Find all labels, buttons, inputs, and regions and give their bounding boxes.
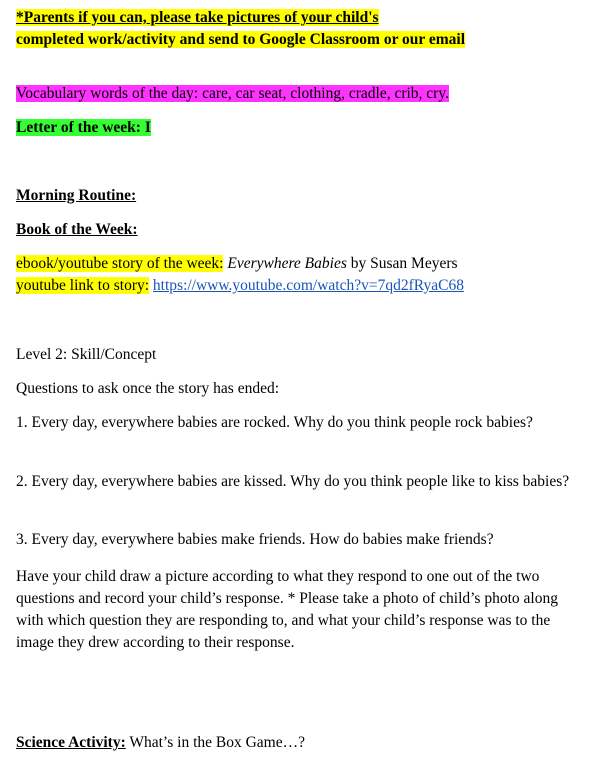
question-1: 1. Every day, everywhere babies are rocked. Why do you think people rock babies? xyxy=(16,414,533,431)
level-heading: Level 2: Skill/Concept xyxy=(16,346,157,363)
science-activity-label: Science Activity: xyxy=(16,734,126,751)
parent-notice-line1: *Parents if you can, please take pictures of your child's xyxy=(16,9,379,26)
morning-routine-heading: Morning Routine: xyxy=(16,187,137,204)
drawing-instructions: Have your child draw a picture according to what they respond to one out of the two questions and record your child’s response. * Please take a photo of child’s photo along with which question they are responding to, and what your child’s response was to the image they drew according to their response. xyxy=(16,568,558,651)
science-activity-text: What’s in the Box Game…? xyxy=(125,734,305,751)
vocabulary-line xyxy=(16,83,449,105)
ebook-line xyxy=(16,253,458,275)
parent-notice xyxy=(16,7,465,51)
vocabulary-text: Vocabulary words of the day: care, car seat, clothing, cradle, crib, cry. xyxy=(16,85,449,102)
book-title: Everywhere Babies xyxy=(227,255,347,272)
ebook-label: ebook/youtube story of the week: xyxy=(16,255,224,272)
book-of-week-heading: Book of the Week: xyxy=(16,221,138,238)
questions-intro: Questions to ask once the story has ended: xyxy=(16,380,280,397)
youtube-link[interactable]: https://www.youtube.com/watch?v=7qd2fRyaC68 xyxy=(152,277,464,294)
youtube-label: youtube link to story: xyxy=(16,277,150,294)
letter-of-week-text: Letter of the week: I xyxy=(16,119,151,136)
letter-of-week xyxy=(16,117,151,139)
question-2: 2. Every day, everywhere babies are kissed. Why do you think people like to kiss babies? xyxy=(16,473,570,490)
science-activity xyxy=(16,732,305,754)
question-3: 3. Every day, everywhere babies make friends. How do babies make friends? xyxy=(16,531,494,548)
parent-notice-line2: completed work/activity and send to Google Classroom or our email xyxy=(16,31,466,48)
youtube-line xyxy=(16,275,464,297)
book-author: by Susan Meyers xyxy=(346,255,458,272)
